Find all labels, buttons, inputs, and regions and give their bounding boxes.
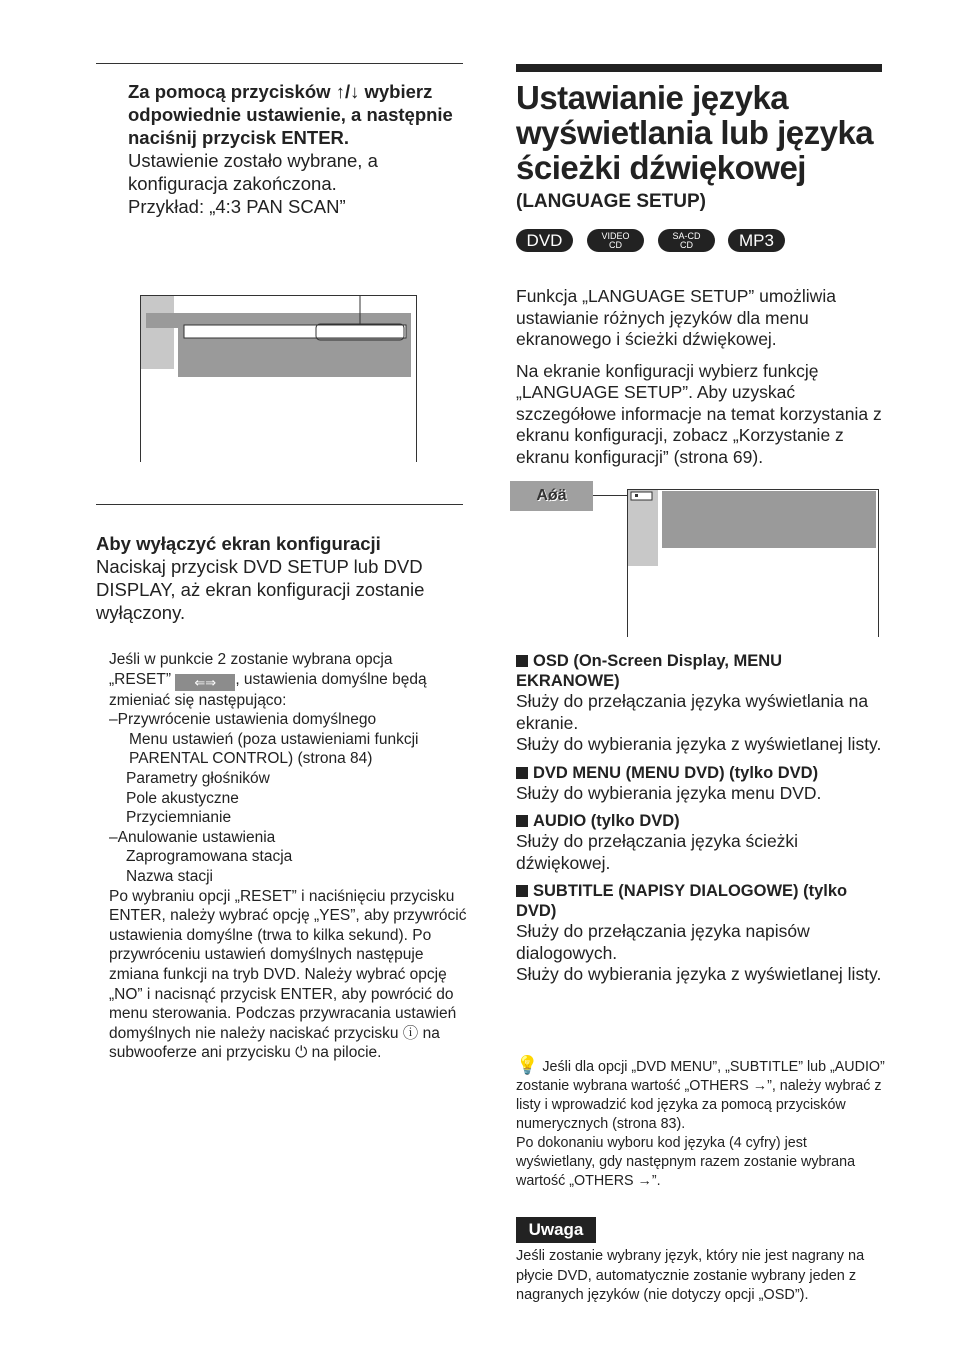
intro-paragraph: Na ekranie konfiguracji wybierz funkcję „LANGUAGE SETUP”. Aby uzyskać szczegółowe informacje na temat korzystania z ekranu konfiguracji, zobacz „Korzystanie z ekranu konfiguracji” (strona 69). (516, 360, 882, 467)
tip-paragraph: 💡 Jeśli dla opcji „DVD MENU”, „SUBTITLE” lub „AUDIO” zostanie wybrana wartość „OTHERS →”, należy wybrać z listy i wprowadzić kod języka za pomocą przycisków numerycznych (strona 83). (516, 1055, 885, 1132)
step-result: Ustawienie zostało wybrane, a konfiguracja zakończona. (128, 150, 378, 194)
power-standby-icon: ⓘ (402, 1024, 419, 1042)
note-label: Uwaga (516, 1217, 596, 1243)
language-setup-icon: Aǿä (510, 481, 593, 511)
setup-screen-illustration (140, 295, 417, 462)
item-text: Służy do przełączania języka ścieżki dźwiękowej. (516, 831, 799, 873)
item-text: Służy do wybierania języka menu DVD. (516, 782, 822, 803)
exit-setup-text: Naciskaj przycisk DVD SETUP lub DVD DISPLAY, aż ekran konfiguracji zostanie wyłączony. (96, 556, 425, 623)
bullet-square-icon (516, 767, 528, 779)
note-line: zmieniać się następująco: (109, 691, 287, 709)
language-screen-illustration (627, 489, 879, 637)
heading-bar (516, 64, 882, 72)
bullet-square-icon (516, 815, 528, 827)
note-line: Przyciemnianie (126, 809, 232, 827)
top-rule-left (96, 63, 463, 64)
page-subheading: (LANGUAGE SETUP) (516, 191, 706, 212)
item-title: DVD MENU (MENU DVD) (tylko DVD) (533, 763, 819, 782)
note-text: Jeśli zostanie wybrany język, który nie jest nagrany na płycie DVD, automatycznie zostanie wybrany jeden z nagranych języków (nie dotyczy opcji „OSD”). (516, 1248, 865, 1303)
item-audio (516, 811, 888, 874)
item-text: Służy do wybierania języka z wyświetlanej listy. (516, 964, 882, 984)
badge-sa-cd: SA-CD CD (658, 229, 715, 252)
note-line: PARENTAL CONTROL) (strona 84) (129, 750, 373, 768)
page-heading: Ustawianie języka wyświetlania lub języka ścieżki dźwiękowej (516, 79, 874, 186)
note-line: „RESET” ⇐⇒ , ustawienia domyślne będą (109, 670, 427, 690)
bullet-square-icon (516, 655, 528, 667)
instruction-text-pre: Za pomocą przycisków (128, 81, 336, 102)
item-text: Służy do przełączania języka napisów dialogowych. (516, 921, 810, 963)
note-line: Jeśli w punkcie 2 zostanie wybrana opcja (109, 651, 393, 668)
note-line: Pole akustyczne (126, 789, 239, 807)
note-line: –Anulowanie ustawienia (109, 828, 276, 846)
item-dvd-menu (516, 763, 888, 805)
note-line: Menu ustawień (poza ustawieniami funkcji (129, 730, 419, 748)
language-screen-graphic (627, 489, 879, 637)
item-osd (516, 651, 888, 756)
item-title: AUDIO (tylko DVD) (533, 812, 680, 830)
item-title: SUBTITLE (NAPISY DIALOGOWE) (tylko DVD) (516, 882, 848, 920)
exit-setup-title: Aby wyłączyć ekran konfiguracji (96, 533, 381, 554)
tip-paragraph: Po dokonaniu wyboru kod języka (4 cyfry) jest wyświetlany, gdy następnym razem zostanie wybrana wartość „OTHERS →”. (516, 1135, 856, 1189)
intro-text (516, 286, 888, 468)
badge-mp3: MP3 (728, 229, 785, 252)
note-paragraph: Po wybraniu opcji „RESET” i naciśnięciu przycisku ENTER, należy wybrać opcję „YES”, aby przywrócić ustawienia domyślne (trwa to kilka sekund). Po przywróceniu ustawień domyślnych następuje zmiana funkcji na tryb DVD. Należy wybrać opcję „NO” i nacisnąć przycisk ENTER, aby powrócić do menu sterowania. Podczas przywracania ustawień domyślnych nie należy naciskać przycisku ⓘ na subwooferze ani przycisku ⏻ na pilocie. (109, 887, 467, 1062)
language-items (516, 651, 888, 993)
item-subtitle (516, 881, 888, 986)
item-text: Służy do przełączania języka wyświetlania na ekranie. (516, 691, 869, 733)
reset-note (109, 650, 469, 1063)
callout-line (593, 495, 629, 496)
note-line: Parametry głośników (126, 769, 270, 787)
up-down-arrows-icon: ↑/↓ (335, 81, 360, 102)
note-line: –Przywrócenie ustawienia domyślnego (109, 711, 377, 729)
step-instruction (128, 80, 468, 218)
instruction-text-post: wybierz odpowiednie ustawienie, a następnie naciśnij przycisk ENTER. (128, 81, 453, 148)
badge-dvd: DVD (516, 229, 573, 252)
mid-rule-left (96, 504, 463, 505)
bullet-square-icon (516, 885, 528, 897)
tip-section (516, 1056, 888, 1191)
lightbulb-icon: 💡 (516, 1055, 539, 1075)
item-title: OSD (On-Screen Display, MENU EKRANOWE) (516, 652, 783, 690)
note-line: Zaprogramowana stacja (126, 848, 293, 866)
power-icon: ⏻ (295, 1044, 308, 1062)
exit-setup-section (96, 532, 466, 624)
step-example: Przykład: „4:3 PAN SCAN” (128, 196, 346, 217)
reset-icon: ⇐⇒ (175, 674, 235, 691)
item-text: Służy do wybierania języka z wyświetlanej listy. (516, 734, 882, 754)
intro-paragraph: Funkcja „LANGUAGE SETUP” umożliwia ustawianie różnych języków dla menu ekranowego i ścieżki dźwiękowej. (516, 286, 836, 349)
badge-video-cd: VIDEO CD (587, 229, 644, 252)
note-line: Nazwa stacji (126, 867, 213, 885)
setup-screen-graphic (140, 295, 417, 462)
